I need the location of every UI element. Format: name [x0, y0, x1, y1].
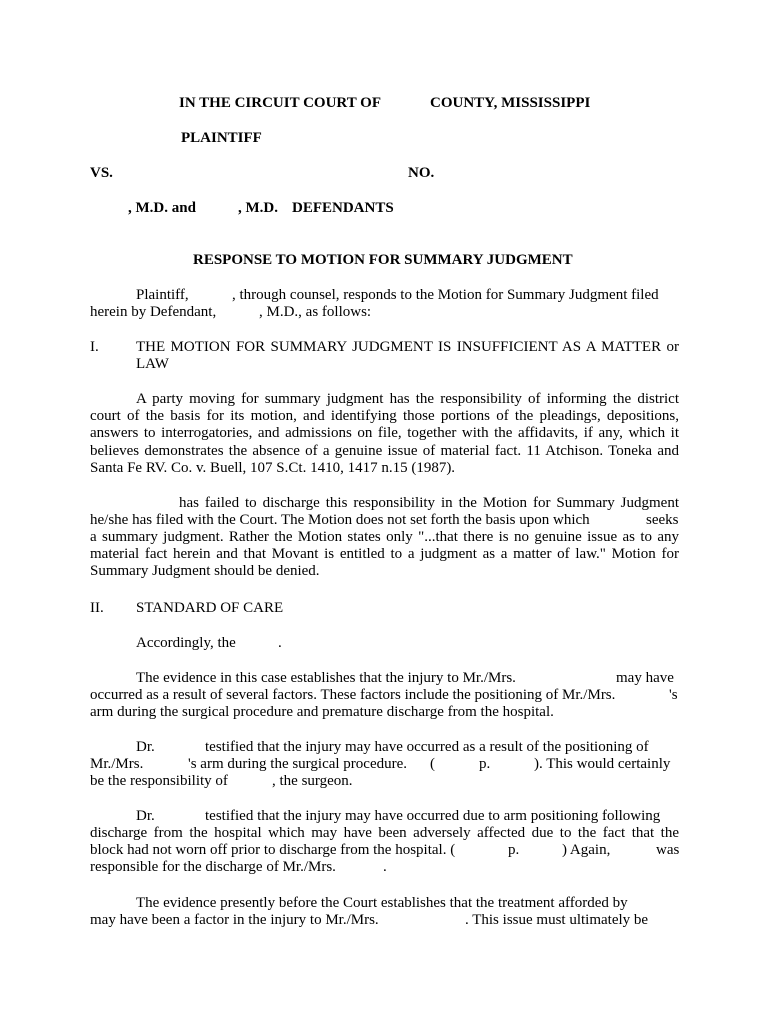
section-2-heading: STANDARD OF CARE	[136, 600, 284, 616]
s2p2-line3b: , the surgeon.	[272, 773, 353, 789]
defendant-md-2: , M.D.	[238, 200, 278, 216]
s2p4-line2a: may have been a factor in the injury to Mr./Mrs.	[90, 912, 379, 928]
s2p1-line2b: 's	[669, 687, 678, 703]
document-title: RESPONSE TO MOTION FOR SUMMARY JUDGMENT	[193, 252, 573, 268]
s1p2-line2a: he/she has filed with the Court. The Motion does not set forth the basis upon which	[90, 512, 590, 528]
s1p1-line4: believes demonstrates the absence of a genuine issue of material fact. 11 Atchison. Toneka and	[90, 442, 679, 459]
s1p2-line2b: seeks	[646, 512, 679, 528]
s2p2-line1b: testified that the injury may have occurred as a result of the positioning of	[205, 739, 649, 755]
s2p1-line2a: occurred as a result of several factors. These factors include the positioning of Mr./Mrs.	[90, 687, 616, 703]
s2p2-line2d: p.	[479, 756, 491, 772]
accordingly-text: Accordingly, the	[136, 635, 236, 651]
s2p2-line2a: Mr./Mrs.	[90, 756, 144, 772]
s2p1-line3: arm during the surgical procedure and premature discharge from the hospital.	[90, 704, 554, 720]
section-2-numeral: II.	[90, 600, 104, 616]
s2p3-line4a: responsible for the discharge of Mr./Mrs.	[90, 859, 336, 875]
s2p1-line1a: The evidence in this case establishes that the injury to Mr./Mrs.	[136, 670, 516, 686]
versus-label: VS.	[90, 165, 113, 181]
s2p4-line2b: . This issue must ultimately be	[465, 912, 649, 928]
defendant-md-1: , M.D. and	[128, 200, 196, 216]
s1p1-line2: court of the basis for its motion, and identifying those portions of the pleadings, depositions,	[90, 408, 679, 425]
s2p2-line3a: be the responsibility of	[90, 773, 228, 789]
s2p3-line1a: Dr.	[136, 808, 155, 824]
plaintiff-label: PLAINTIFF	[181, 130, 262, 146]
court-county-right: COUNTY, MISSISSIPPI	[430, 95, 591, 111]
s2p1-line1b: may have	[616, 670, 674, 686]
s2p3-line1b: testified that the injury may have occurred due to arm positioning following	[205, 808, 661, 824]
s2p3-line3b: p.	[508, 842, 520, 858]
court-name-left: IN THE CIRCUIT COURT OF	[179, 95, 382, 111]
s2p3-line3a: block had not worn off prior to discharge from the hospital. (	[90, 842, 456, 858]
intro-defendant: herein by Defendant,	[90, 304, 217, 320]
s1p1-line1: A party moving for summary judgment has the responsibility of informing the district	[136, 391, 679, 407]
intro-line2-rest: , M.D., as follows:	[259, 304, 372, 320]
section-1-heading-line2: LAW	[136, 356, 169, 372]
section-1-paragraph-1	[90, 391, 679, 477]
s2p2-line2c: (	[430, 756, 435, 772]
s2p3-line3c: ) Again,	[562, 842, 611, 858]
accordingly-period: .	[278, 635, 282, 651]
section-1-heading	[136, 339, 679, 373]
s2p2-line2b: 's arm during the surgical procedure.	[188, 756, 408, 772]
s2p3-line3d: was	[656, 842, 680, 858]
s1p2-line4: material fact herein and that Movant is entitled to a judgment as a matter of law." Motion for	[90, 546, 679, 563]
s2p2-line1a: Dr.	[136, 739, 155, 755]
s1p2-line1: has failed to discharge this responsibility in the Motion for Summary Judgment	[179, 495, 679, 511]
s1p1-line5: Santa Fe RV. Co. v. Buell, 107 S.Ct. 1410, 1417 n.15 (1987).	[90, 459, 456, 476]
section-1-heading-line1: THE MOTION FOR SUMMARY JUDGMENT IS INSUFFICIENT AS A MATTER or	[136, 339, 679, 355]
intro-line1-rest: , through counsel, responds to the Motion for Summary Judgment filed	[232, 287, 659, 303]
s1p2-line5: Summary Judgment should be denied.	[90, 563, 320, 580]
case-number-label: NO.	[408, 165, 435, 181]
s1p1-line3: answers to interrogatories, and admissions on file, together with the affidavits, if any, which it	[90, 425, 679, 442]
defendants-label: DEFENDANTS	[292, 200, 394, 216]
section-1-paragraph-2	[90, 529, 679, 581]
s1p2-line3: a summary judgment. Rather the Motion states only "...that there is no genuine issue as to any	[90, 529, 679, 545]
s2p3-line2: discharge from the hospital which may have been adversely affected due to the fact that the	[90, 825, 679, 841]
section-1-numeral: I.	[90, 339, 99, 355]
s2p2-line2e: ). This would certainly	[534, 756, 671, 772]
intro-plaintiff: Plaintiff,	[136, 287, 189, 303]
s2p4-line1: The evidence presently before the Court establishes that the treatment afforded by	[136, 895, 628, 911]
section-2-paragraph-3	[90, 825, 679, 842]
s2p3-line4b: .	[383, 859, 387, 875]
